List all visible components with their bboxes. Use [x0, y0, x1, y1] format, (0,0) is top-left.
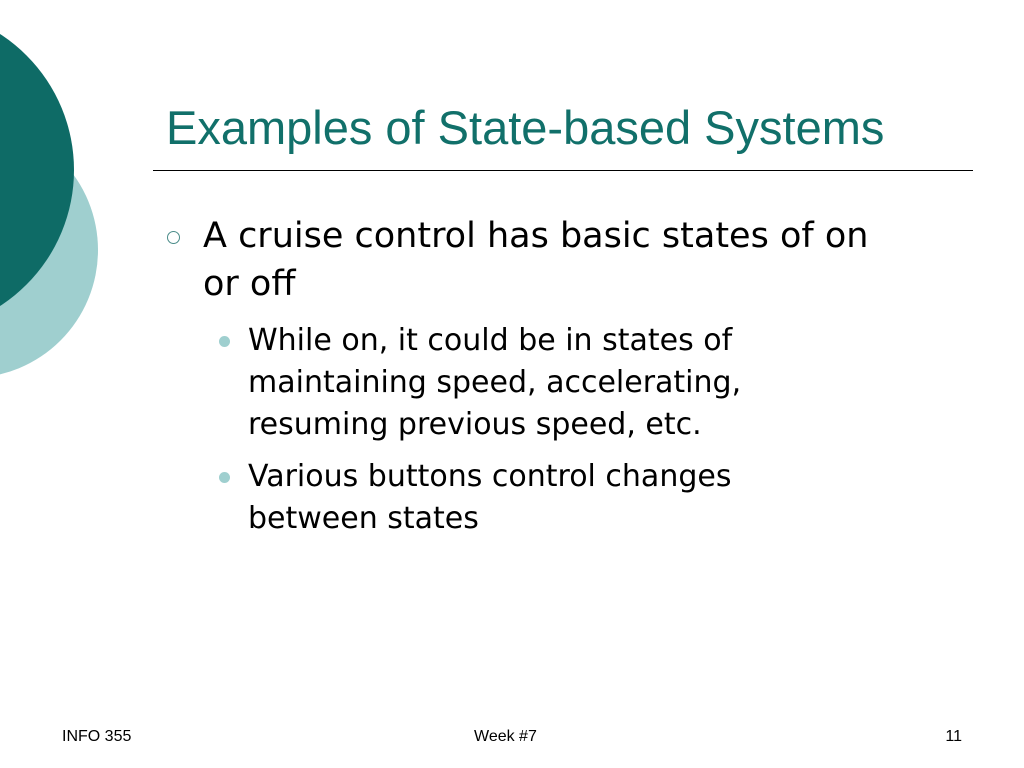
- filled-dot-icon: [219, 472, 230, 483]
- title-divider: [153, 170, 973, 171]
- bullet-item: A cruise control has basic states of on or off: [203, 216, 869, 304]
- slide-number: 11: [945, 728, 962, 745]
- sub-bullet-item: Various buttons control changes between states: [248, 459, 732, 536]
- decorative-circles: [0, 0, 110, 410]
- hollow-circle-icon: [167, 231, 180, 244]
- footer-course: INFO 355: [62, 728, 132, 745]
- footer-week: Week #7: [474, 728, 537, 745]
- sub-bullet-item: While on, it could be in states of maintaining speed, accelerating, resuming previous speed, etc.: [248, 323, 742, 442]
- slide-title: Examples of State-based Systems: [166, 101, 885, 154]
- filled-dot-icon: [219, 336, 230, 347]
